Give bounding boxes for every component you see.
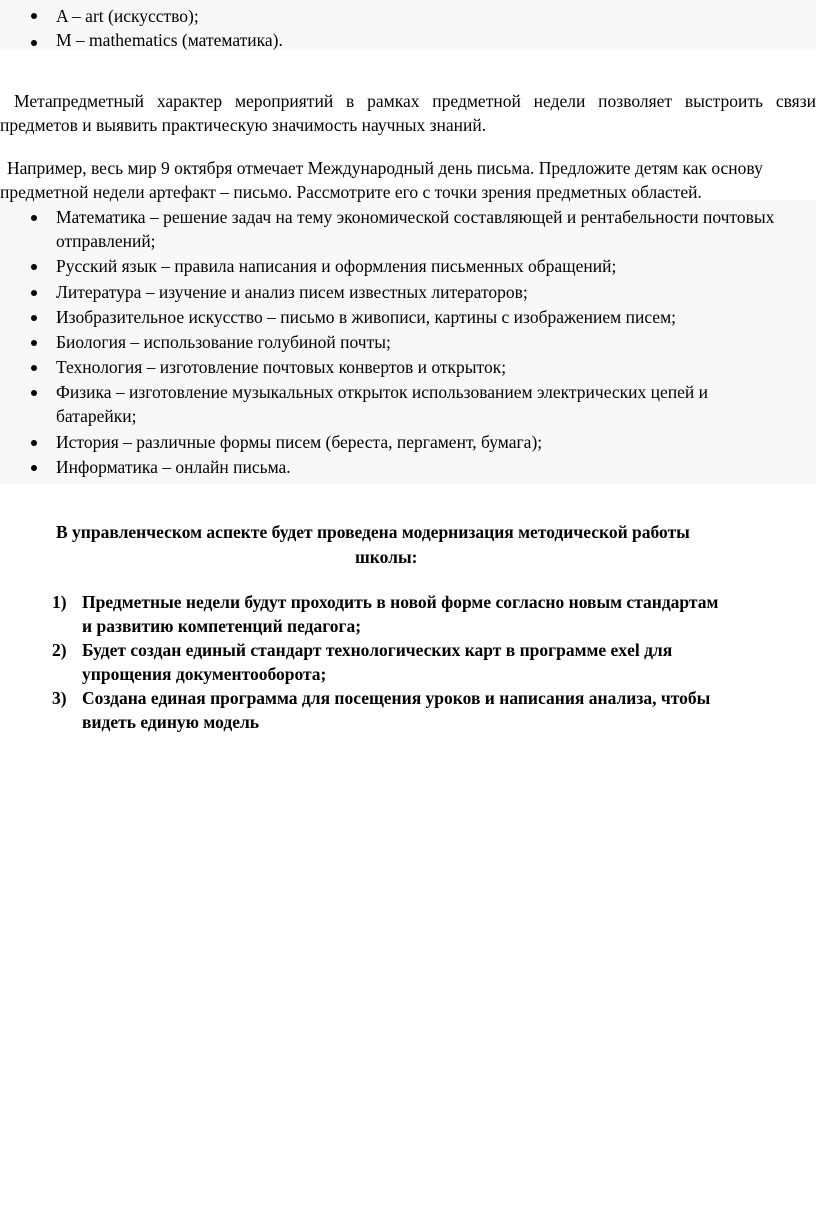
list-item: История – различные формы писем (береста, пергамент, бумага);: [56, 432, 543, 452]
numbered-item-continuation: упрощения документооборота;: [82, 664, 327, 684]
bullet: [31, 215, 37, 221]
paragraph-1-line-2: предметов и выявить практическую значимость научных знаний.: [0, 115, 487, 135]
list-item: Биология – использование голубиной почты;: [56, 332, 391, 352]
numbered-item-continuation: и развитию компетенций педагога;: [82, 616, 362, 636]
list-item-continuation: батарейки;: [56, 406, 137, 426]
list-item: Литература – изучение и анализ писем известных литераторов;: [56, 282, 528, 302]
bullet: [31, 340, 37, 346]
paragraph-2-line-1: Например, весь мир 9 октября отмечает Международный день письма. Предложите детям как основу: [7, 158, 763, 178]
list-item: Информатика – онлайн письма.: [56, 457, 291, 477]
list-item: Русский язык – правила написания и оформления письменных обращений;: [56, 256, 617, 276]
list-item: Технология – изготовление почтовых конвертов и открыток;: [56, 357, 507, 377]
bullet: [31, 264, 37, 270]
list-item: Математика – решение задач на тему экономической составляющей и рентабельности почтовых: [56, 207, 775, 227]
list-item: M – mathematics (математика).: [56, 30, 283, 50]
numbered-item: Будет создан единый стандарт технологических карт в программе exel для: [82, 640, 673, 660]
bullet: [31, 390, 37, 396]
list-number: 3): [52, 688, 67, 708]
management-heading-line-2: школы:: [355, 547, 418, 567]
list-number: 2): [52, 640, 67, 660]
list-item: Изобразительное искусство – письмо в живописи, картины с изображением писем;: [56, 307, 677, 327]
management-heading-line-1: В управленческом аспекте будет проведена модернизация методической работы: [56, 522, 690, 542]
list-item: Физика – изготовление музыкальных открыток использованием электрических цепей и: [56, 382, 709, 402]
numbered-item: Создана единая программа для посещения уроков и написания анализа, чтобы: [82, 688, 711, 708]
bullet: [31, 365, 37, 371]
paragraph-2-line-2: предметной недели артефакт – письмо. Рассмотрите его с точки зрения предметных областей.: [0, 182, 702, 202]
bullet: [31, 315, 37, 321]
list-item: A – art (искусство);: [56, 6, 199, 26]
numbered-item-continuation: видеть единую модель: [82, 712, 260, 732]
paragraph-1-line-1: Метапредметный характер мероприятий в рамках предметной недели позволяет выстроить связи: [14, 91, 816, 111]
list-number: 1): [52, 592, 67, 612]
bullet: [31, 465, 37, 471]
bullet: [31, 440, 37, 446]
bullet: [31, 290, 37, 296]
bullet: [31, 40, 37, 46]
bullet: [31, 13, 37, 19]
numbered-item: Предметные недели будут проходить в новой форме согласно новым стандартам: [82, 592, 719, 612]
list-item-continuation: отправлений;: [56, 231, 156, 251]
